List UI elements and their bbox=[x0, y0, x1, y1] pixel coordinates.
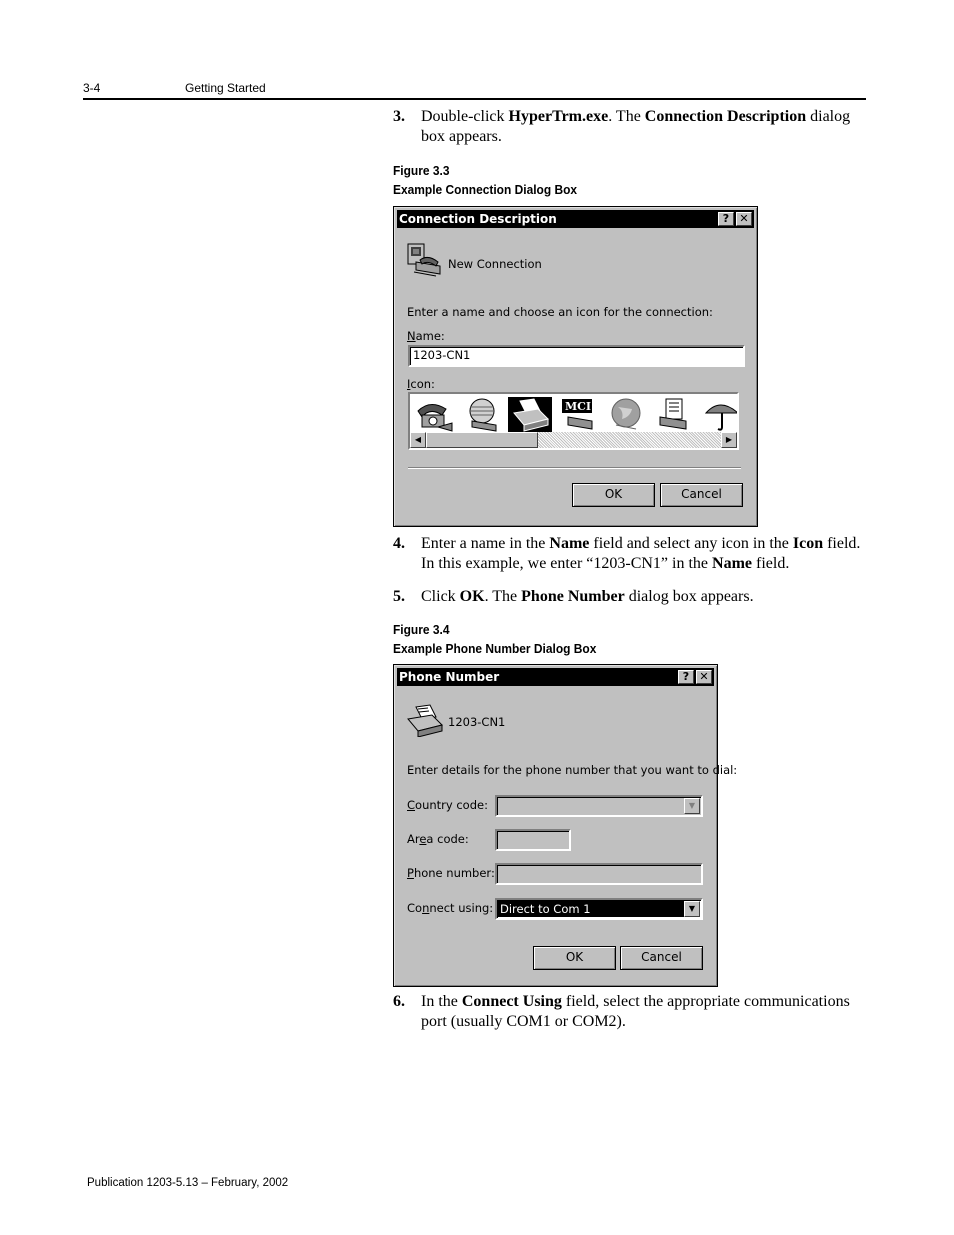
step-text bbox=[421, 107, 863, 147]
step-text bbox=[421, 587, 863, 607]
step-text-run: field, select the appropriate communications port (usually COM1 or COM2). bbox=[421, 993, 850, 1030]
step-text-run: Double-click bbox=[421, 108, 509, 125]
step-bold-term: OK bbox=[459, 588, 485, 605]
computer-phone-icon bbox=[406, 242, 444, 278]
step-6 bbox=[393, 992, 863, 1032]
connect-using-select[interactable] bbox=[495, 898, 703, 920]
figure-number: Figure 3.4 bbox=[393, 622, 450, 637]
phone-number-label: Phone number: bbox=[407, 866, 495, 880]
connect-using-label: Connect using: bbox=[407, 901, 494, 915]
icon-label: Icon: bbox=[407, 377, 435, 391]
figure-title: Example Phone Number Dialog Box bbox=[393, 641, 597, 656]
figure-3-3-caption bbox=[393, 161, 577, 199]
fax-icon[interactable] bbox=[508, 397, 552, 433]
help-button[interactable]: ? bbox=[718, 212, 734, 226]
step-bold-term: Phone Number bbox=[521, 588, 625, 605]
name-input[interactable]: 1203-CN1 bbox=[408, 345, 745, 367]
phone-icon[interactable] bbox=[412, 397, 456, 433]
step-text-run: In the bbox=[421, 993, 462, 1010]
step-4 bbox=[393, 534, 863, 574]
country-code-label: Country code: bbox=[407, 798, 488, 812]
step-text-run: field. bbox=[752, 555, 790, 572]
scroll-left-icon[interactable]: ◀ bbox=[410, 432, 426, 448]
separator bbox=[408, 467, 741, 469]
step-text bbox=[421, 534, 863, 574]
phone-number-input[interactable] bbox=[495, 863, 703, 885]
section-title: Getting Started bbox=[185, 81, 266, 95]
step-text-run: field and select any icon in the bbox=[589, 535, 793, 552]
dialog-title: Connection Description bbox=[399, 212, 557, 226]
step-text-run: field. In this example, we enter “1203-CN1” in the bbox=[421, 535, 861, 572]
name-label: Name: bbox=[407, 329, 445, 343]
cancel-button[interactable]: Cancel bbox=[660, 483, 743, 507]
step-text-run: dialog box appears. bbox=[624, 588, 754, 605]
figure-3-4-caption bbox=[393, 620, 596, 658]
scroll-right-icon[interactable]: ▶ bbox=[721, 432, 737, 448]
step-number: 3. bbox=[393, 108, 405, 125]
prompt-text: Enter details for the phone number that you want to dial: bbox=[407, 763, 738, 777]
chevron-down-icon[interactable]: ▼ bbox=[684, 901, 700, 917]
globe-phone-icon[interactable] bbox=[460, 397, 504, 433]
step-5 bbox=[393, 587, 863, 607]
connect-using-value: Direct to Com 1 bbox=[498, 901, 684, 917]
area-code-label: Area code: bbox=[407, 832, 469, 846]
documents-phone-icon[interactable] bbox=[652, 397, 696, 433]
step-text-run: . The bbox=[484, 588, 522, 605]
ok-button[interactable]: OK bbox=[572, 483, 655, 507]
icon-list[interactable] bbox=[408, 392, 739, 450]
step-text-run: dialog box appears. bbox=[421, 108, 851, 145]
step-bold-term: HyperTrm.exe bbox=[508, 108, 609, 125]
dialog-titlebar bbox=[397, 210, 754, 228]
connection-description-dialog bbox=[393, 206, 758, 527]
figure-number: Figure 3.3 bbox=[393, 163, 450, 178]
dialog-titlebar bbox=[397, 668, 714, 686]
svg-text:MCI: MCI bbox=[565, 400, 592, 413]
step-number: 4. bbox=[393, 535, 405, 552]
help-button[interactable]: ? bbox=[678, 670, 694, 684]
area-code-input[interactable] bbox=[495, 829, 571, 851]
step-number: 5. bbox=[393, 588, 405, 605]
step-text-run: . The bbox=[608, 108, 645, 125]
close-button[interactable]: ✕ bbox=[696, 670, 712, 684]
dialog-title: Phone Number bbox=[399, 670, 500, 684]
step-bold-term: Icon bbox=[792, 535, 824, 552]
umbrella-icon[interactable] bbox=[700, 397, 739, 433]
ok-button[interactable]: OK bbox=[533, 946, 616, 970]
page-number: 3-4 bbox=[83, 81, 101, 95]
mci-icon[interactable] bbox=[556, 397, 600, 433]
earth-icon[interactable] bbox=[604, 397, 648, 433]
connection-name-label: 1203-CN1 bbox=[448, 715, 506, 729]
publication-footer: Publication 1203-5.13 – February, 2002 bbox=[87, 1177, 289, 1189]
scroll-thumb[interactable] bbox=[426, 432, 538, 448]
cancel-button[interactable]: Cancel bbox=[620, 946, 703, 970]
connection-name-label: New Connection bbox=[448, 257, 542, 271]
step-number: 6. bbox=[393, 993, 405, 1010]
step-bold-term: Name bbox=[549, 535, 590, 552]
step-text-run: Enter a name in the bbox=[421, 535, 550, 552]
chevron-down-icon[interactable]: ▼ bbox=[684, 798, 700, 814]
step-text-run: Click bbox=[421, 588, 460, 605]
step-text bbox=[421, 992, 863, 1032]
fax-icon bbox=[406, 703, 444, 737]
figure-title: Example Connection Dialog Box bbox=[393, 182, 578, 197]
close-button[interactable]: ✕ bbox=[736, 212, 752, 226]
step-3 bbox=[393, 107, 863, 147]
step-bold-term: Connection Description bbox=[644, 108, 807, 125]
phone-number-dialog bbox=[393, 664, 738, 987]
step-bold-term: Name bbox=[712, 555, 753, 572]
step-bold-term: Connect Using bbox=[461, 993, 562, 1010]
prompt-text: Enter a name and choose an icon for the connection: bbox=[407, 305, 713, 319]
page-header bbox=[83, 80, 866, 100]
country-code-select[interactable] bbox=[495, 795, 703, 817]
icon-scrollbar[interactable] bbox=[410, 432, 737, 448]
